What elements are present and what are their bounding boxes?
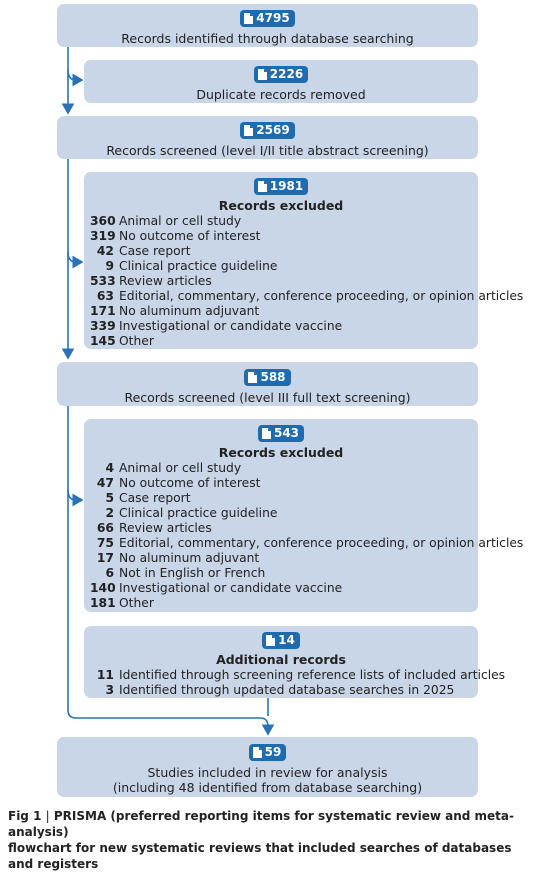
item-label: Identified through updated database searches in 2025 [119, 683, 455, 697]
document-icon [244, 13, 253, 24]
document-icon [266, 635, 275, 646]
item-count: 145 [90, 334, 116, 348]
included-count: 59 [264, 745, 282, 759]
item-label: Investigational or candidate vaccine [119, 319, 343, 333]
list-item [90, 319, 478, 334]
count-badge [240, 10, 294, 27]
item-label: No aluminum adjuvant [119, 304, 260, 318]
document-icon [258, 181, 267, 192]
count-badge [244, 369, 290, 386]
count-badge [254, 178, 308, 195]
item-count: 17 [96, 551, 114, 565]
count-badge [258, 425, 304, 442]
list-item [90, 259, 478, 274]
list-item [90, 461, 478, 476]
item-count: 140 [90, 581, 116, 595]
caption-text: PRISMA (preferred reporting items for systematic review and meta-analysis) [8, 809, 514, 839]
screened2-label: Records screened (level III full text screening) [124, 390, 411, 405]
list-item [90, 551, 478, 566]
count-badge [240, 122, 294, 139]
excluded-level3-box [84, 419, 524, 612]
excluded2-title: Records excluded [218, 445, 344, 460]
document-icon [258, 69, 267, 80]
item-count: 47 [96, 476, 114, 490]
count-badge [262, 632, 300, 649]
item-count: 9 [105, 259, 114, 273]
list-item [90, 476, 478, 491]
additional-list [90, 668, 506, 698]
excluded2-count: 543 [273, 426, 300, 440]
item-label: Case report [119, 491, 191, 505]
item-label: No aluminum adjuvant [119, 551, 260, 565]
list-item [90, 229, 478, 244]
item-count: 181 [90, 596, 116, 610]
list-item [90, 536, 524, 551]
identified-label: Records identified through database searching [121, 31, 414, 46]
caption-separator: | [45, 809, 50, 823]
item-count: 6 [105, 566, 114, 580]
list-item [90, 581, 478, 596]
item-label: Clinical practice guideline [119, 259, 278, 273]
screened1-count: 2569 [256, 123, 290, 137]
list-item [90, 506, 478, 521]
item-count: 360 [90, 214, 116, 228]
included-label-line2: (including 48 identified from database searching) [112, 780, 423, 795]
document-icon [248, 372, 257, 383]
item-count: 63 [96, 289, 114, 303]
item-count: 339 [90, 319, 116, 333]
caption-fig-label: Fig 1 [8, 809, 42, 823]
item-label: Review articles [119, 521, 212, 535]
screened1-label: Records screened (level I/II title abstract screening) [106, 143, 429, 158]
item-count: 171 [90, 304, 116, 318]
duplicates-box [84, 60, 478, 103]
item-label: Editorial, commentary, conference proceeding, or opinion articles [119, 536, 524, 550]
item-label: Clinical practice guideline [119, 506, 278, 520]
item-label: Review articles [119, 274, 212, 288]
item-count: 11 [96, 668, 114, 682]
screened-level1-box [57, 116, 478, 159]
item-count: 75 [96, 536, 114, 550]
item-count: 319 [90, 229, 116, 243]
list-item [90, 521, 478, 536]
item-count: 4 [105, 461, 114, 475]
list-item [90, 683, 478, 698]
excluded2-list [90, 461, 524, 611]
list-item [90, 566, 478, 581]
list-item [90, 214, 478, 229]
list-item [90, 596, 478, 611]
item-count: 533 [90, 274, 116, 288]
item-label: Other [119, 596, 154, 610]
screened-level3-box [57, 362, 478, 406]
list-item [90, 668, 506, 683]
item-label: Editorial, commentary, conference proceeding, or opinion articles [119, 289, 524, 303]
count-badge [254, 66, 308, 83]
identified-count: 4795 [256, 11, 290, 25]
item-label: Not in English or French [119, 566, 266, 580]
document-icon [244, 125, 253, 136]
item-label: No outcome of interest [119, 229, 261, 243]
item-label: Other [119, 334, 154, 348]
item-label: No outcome of interest [119, 476, 261, 490]
excluded-level1-box [84, 172, 524, 349]
item-count: 2 [105, 506, 114, 520]
duplicates-count: 2226 [269, 67, 304, 81]
document-icon [253, 747, 262, 758]
included-box [57, 737, 478, 797]
count-badge [249, 744, 287, 761]
item-count: 42 [96, 244, 114, 258]
identified-box [57, 4, 478, 47]
additional-count: 14 [278, 633, 295, 647]
item-label: Animal or cell study [119, 461, 242, 475]
list-item [90, 304, 478, 319]
duplicates-label: Duplicate records removed [196, 87, 366, 102]
item-count: 5 [105, 491, 114, 505]
document-icon [262, 428, 271, 439]
excluded1-count: 1981 [269, 179, 304, 193]
list-item [90, 289, 524, 304]
item-label: Investigational or candidate vaccine [119, 581, 343, 595]
additional-title: Additional records [216, 652, 346, 667]
item-label: Case report [119, 244, 191, 258]
caption-text-line2: flowchart for new systematic reviews that included searches of databases and registers [8, 841, 512, 871]
screened2-count: 588 [260, 370, 286, 384]
excluded1-list [90, 214, 524, 349]
excluded1-title: Records excluded [218, 198, 344, 213]
additional-records-box [84, 626, 506, 698]
list-item [90, 334, 478, 349]
item-count: 66 [96, 521, 114, 535]
list-item [90, 274, 478, 289]
item-label: Identified through screening reference lists of included articles [119, 668, 506, 682]
item-label: Animal or cell study [119, 214, 242, 228]
included-label-line1: Studies included in review for analysis [147, 765, 388, 780]
figure-caption [8, 808, 528, 872]
item-count: 3 [105, 683, 114, 697]
list-item [90, 244, 478, 259]
list-item [90, 491, 478, 506]
